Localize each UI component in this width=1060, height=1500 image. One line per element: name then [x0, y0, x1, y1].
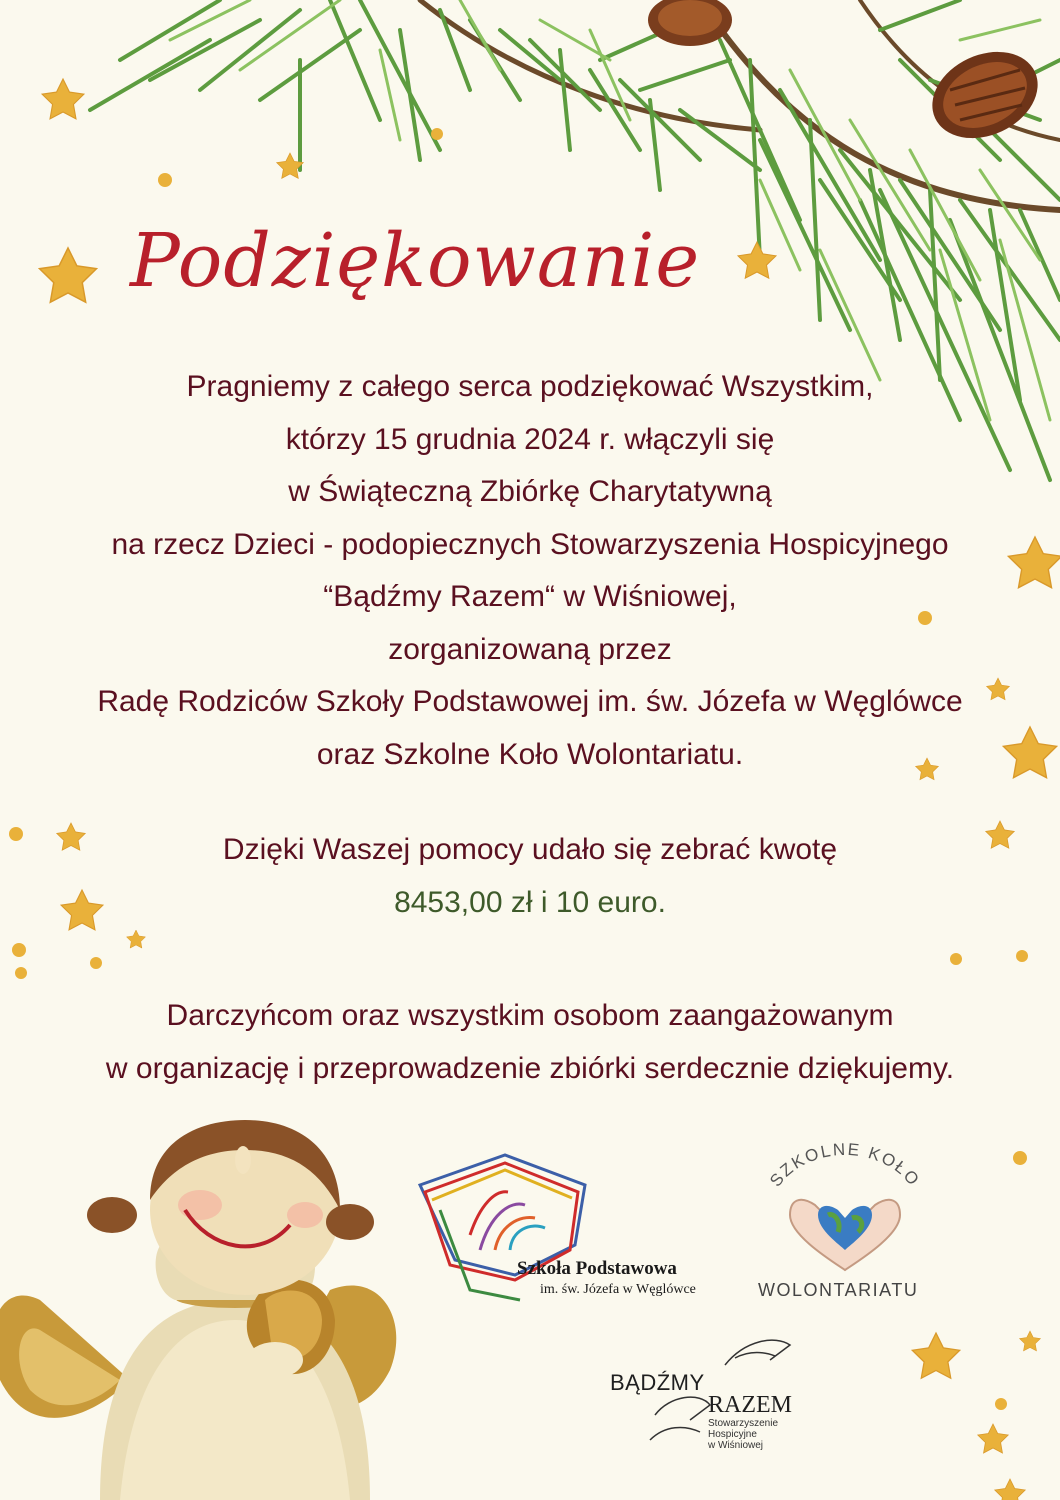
- intro-line: Radę Rodziców Szkoły Podstawowej im. św. Józefa w Węglówce: [97, 685, 963, 718]
- hospice-logo-sub3: w Wiśniowej: [708, 1440, 764, 1451]
- thanks-line: Darczyńcom oraz wszystkim osobom zaangażowanym: [166, 999, 894, 1032]
- hospice-logo-sub2: Hospicyjne: [708, 1429, 757, 1440]
- thanks-paragraph: [0, 990, 1060, 1095]
- intro-line: w Świąteczną Zbiórkę Charytatywną: [288, 475, 772, 508]
- intro-line: którzy 15 grudnia 2024 r. włączyli się: [285, 422, 775, 456]
- hospice-logo-sub1: Stowarzyszenie: [708, 1418, 779, 1429]
- thanks-line: w organizację i przeprowadzenie zbiórki serdecznie dziękujemy.: [105, 1051, 955, 1085]
- hospice-logo-subtitle: [708, 1418, 778, 1451]
- intro-line: Pragniemy z całego serca podziękować Wszystkim,: [186, 370, 874, 403]
- collection-line: Dzięki Waszej pomocy udało się zebrać kwotę: [222, 833, 838, 866]
- collected-amount: 8453,00 zł i 10 euro.: [394, 885, 666, 919]
- svg-text:SZKOLNE KOŁO: [766, 1140, 924, 1190]
- volunteer-logo-bottom: WOLONTARIATU: [758, 1280, 919, 1300]
- intro-line: oraz Szkolne Koło Wolontariatu.: [316, 737, 744, 771]
- collection-paragraph: [0, 824, 1060, 929]
- volunteer-logo-arc-text: [750, 1140, 940, 1220]
- intro-paragraph: [0, 361, 1060, 781]
- volunteer-logo-top: SZKOLNE KOŁO: [766, 1140, 924, 1191]
- hospice-logo-line2: RAZEM: [708, 1392, 792, 1418]
- school-logo-subtitle: im. św. Józefa w Węglówce: [540, 1282, 696, 1297]
- hospice-logo-line1: BĄDŹMY: [610, 1370, 705, 1395]
- intro-line: na rzecz Dzieci - podopiecznych Stowarzyszenia Hospicyjnego: [111, 527, 949, 561]
- intro-line: zorganizowaną przez: [388, 632, 672, 666]
- page-title: Podziękowanie: [130, 218, 701, 304]
- intro-line: “Bądźmy Razem“ w Wiśniowej,: [323, 580, 737, 613]
- angel-figurine-illustration: [0, 1120, 396, 1500]
- school-logo-name: Szkoła Podstawowa: [517, 1258, 677, 1279]
